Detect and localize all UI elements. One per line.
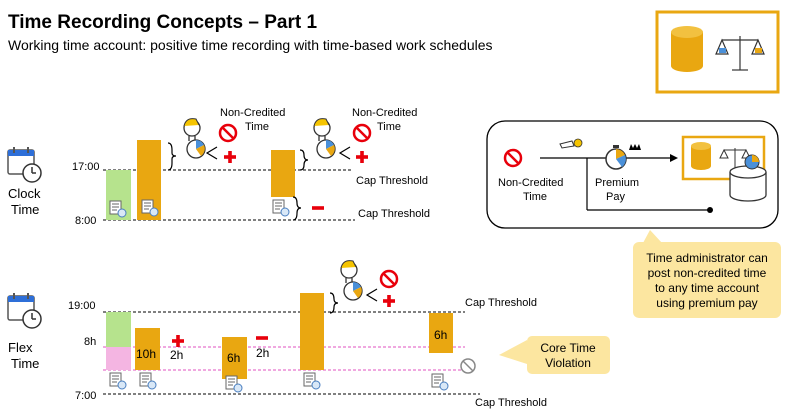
flex-cap-upper-label: Cap Threshold (465, 297, 537, 309)
flex-bar-4-hours: 6h (434, 328, 448, 342)
flex-time-upper: 19:00 (68, 300, 96, 312)
flex-row-label-2: Time (11, 356, 40, 371)
clock-plus-icon-2 (356, 151, 368, 163)
clock-cap-upper-label: Cap Threshold (356, 175, 428, 187)
clock-person-icon-2 (314, 119, 335, 158)
clock-brace-2 (300, 150, 308, 170)
database-icon (671, 26, 703, 72)
flex-plus-icon (172, 335, 184, 347)
admin-callout-line3: to any time account (654, 281, 760, 295)
core-time-violation-icon (461, 359, 475, 373)
flex-row-label-1: Flex (8, 340, 33, 355)
flex-brace (330, 293, 338, 313)
flex-doc-icon-1 (110, 373, 126, 389)
core-time-callout (499, 336, 610, 374)
clock-no-icon-1 (220, 125, 236, 141)
clock-cap-lower-label: Cap Threshold (358, 208, 430, 220)
flex-minus-hours: 2h (256, 346, 270, 360)
clock-noncredited-2-line2: Time (377, 121, 402, 133)
clock-no-icon-2 (354, 125, 370, 141)
clock-minus-icon (312, 206, 324, 210)
page-title: Time Recording Concepts – Part 1 (8, 12, 318, 33)
clock-row-label-2: Time (11, 202, 40, 217)
flex-plus-icon-2 (383, 295, 395, 307)
flex-doc-icon-5 (432, 374, 448, 390)
clock-less-than-1 (207, 147, 217, 159)
flex-pink-block (106, 347, 131, 370)
process-noncredited-line1: Non-Credited (498, 177, 564, 189)
clock-doc-icon-3 (273, 200, 289, 216)
process-end-dot (707, 207, 713, 213)
admin-callout-line1: Time administrator can (646, 251, 768, 265)
clock-noncredited-1-line2: Time (245, 121, 270, 133)
clock-noncredited-2-line1: Non-Credited (352, 107, 418, 119)
process-noncredited-line2: Time (523, 191, 548, 203)
flex-bar-1-hours: 10h (136, 347, 157, 361)
process-premium-line2: Pay (606, 191, 625, 203)
process-premium-line1: Premium (595, 177, 640, 189)
clock-brace-1 (168, 143, 176, 170)
core-time-line2: Violation (545, 356, 591, 370)
flex-calendar-icon (8, 293, 41, 328)
admin-callout-line4: using premium pay (656, 296, 758, 310)
clock-plus-icon-1 (224, 151, 236, 163)
flex-less-than (367, 289, 377, 301)
clock-time-upper: 17:00 (72, 161, 100, 173)
flex-minus-icon (256, 336, 268, 340)
flex-doc-icon-2 (140, 373, 156, 389)
clock-time-lower: 8:00 (75, 215, 97, 227)
flex-time-lower: 7:00 (75, 390, 97, 402)
database-scales-logo (657, 12, 778, 92)
flex-cap-lower-label: Cap Threshold (475, 397, 547, 409)
flex-green-block (106, 312, 131, 347)
clock-less-than-2 (340, 147, 350, 159)
clock-person-icon-1 (184, 119, 205, 158)
flex-bar-3 (300, 293, 324, 370)
clock-calendar-icon (8, 147, 41, 182)
clock-brace-3 (293, 197, 301, 220)
process-no-icon (505, 150, 521, 166)
clock-row-label-1: Clock (8, 186, 41, 201)
page-subtitle: Working time account: positive time recording with time-based work schedules (8, 37, 493, 53)
flex-person-icon (341, 261, 362, 300)
flex-plus-hours: 2h (170, 348, 184, 362)
admin-callout-line2: post non-credited time (647, 266, 767, 280)
flex-no-icon (381, 271, 397, 287)
flex-time-mid: 8h (84, 336, 97, 348)
admin-callout (633, 230, 781, 318)
flex-doc-icon-4 (304, 373, 320, 389)
flex-bar-2-hours: 6h (227, 351, 241, 365)
clock-bar-2 (271, 150, 295, 197)
clock-noncredited-1-line1: Non-Credited (220, 107, 286, 119)
core-time-line1: Core Time (540, 341, 596, 355)
